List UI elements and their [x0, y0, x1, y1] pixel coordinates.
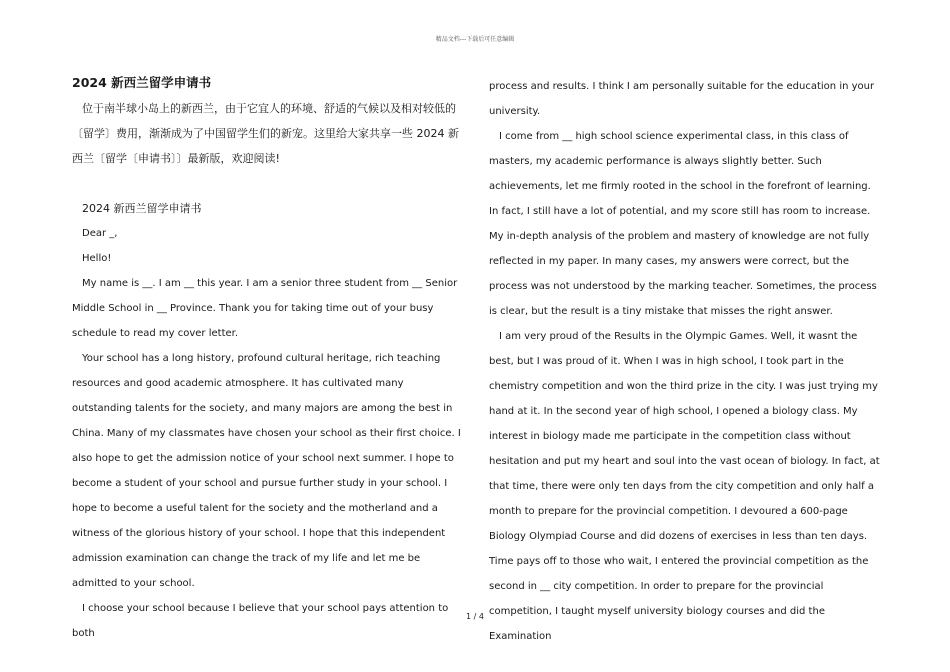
document-title: 2024 新西兰留学申请书 — [72, 75, 212, 90]
letter-title: 2024 新西兰留学申请书 — [82, 202, 202, 215]
intro-paragraph: 位于南半球小岛上的新西兰，由于它宜人的环境、舒适的气候以及相对较低的〔留学〕费用，渐渐成为了中国留学生们的新宠。这里给大家共享一些 2024 新西兰〔留学〔申请书〕〕最新版，欢迎阅读! — [72, 102, 459, 165]
body-paragraph: My name is __. I am __ this year. I am a senior three student from __ Senior Middle School in __ Province. Thank you for taking time out of your busy schedule to read my cover letter. — [72, 278, 458, 339]
left-column — [72, 74, 462, 646]
body-paragraph: I come from __ high school science experimental class, in this class of masters, my academic performance is always slightly better. Such achievements, let me firmly rooted in the school in the forefront of learning. In fact, I still have a lot of potential, and my score still has room to increase. My in-depth analysis of the problem and mastery of knowledge are not fully reflected in my paper. In many cases, my answers were correct, but the process was not understood by the marking teacher. Sometimes, the process is clear, but the result is a tiny mistake that misses the right answer. — [489, 131, 877, 317]
body-paragraph: process and results. I think I am personally suitable for the education in your university. — [489, 81, 875, 117]
right-column — [489, 74, 881, 649]
body-paragraph: Your school has a long history, profound cultural heritage, rich teaching resources and good academic atmosphere. It has cultivated many outstanding talents for the society, and many majors are among the best in China. Many of my classmates have chosen your school as their first choice. I also hope to get the admission notice of your school next summer. I hope to become a student of your school and pursue further study in your school. I hope to become a useful talent for the society and the motherland and a witness of the glorious history of your school. I hope that this independent admission examination can change the track of my life and let me be admitted to your school. — [72, 353, 461, 589]
page-header: 精品文档---下载后可任意编辑 — [435, 36, 515, 43]
page-number: 1 / 4 — [466, 612, 484, 621]
body-paragraph: I choose your school because I believe that your school pays attention to both — [72, 603, 449, 639]
greeting: Hello! — [82, 253, 112, 264]
body-paragraph: I am very proud of the Results in the Olympic Games. Well, it wasnt the best, but I was proud of it. When I was in high school, I took part in the chemistry competition and won the third prize in the city. I was just trying my hand at it. In the second year of high school, I opened a biology class. My interest in biology made me participate in the competition class without hesitation and put my heart and soul into the vast ocean of biology. In fact, at that time, there were only ten days from the city competition and only half a month to prepare for the provincial competition. I devoured a 600-page Biology Olympiad Course and did dozens of exercises in less than ten days. Time pays off to those who wait, I entered the provincial competition as the second in __ city competition. In order to prepare for the provincial competition, I taught myself university biology courses and did the Examination — [489, 331, 880, 642]
salutation: Dear _, — [82, 228, 118, 239]
paragraph-spacer — [72, 171, 462, 196]
